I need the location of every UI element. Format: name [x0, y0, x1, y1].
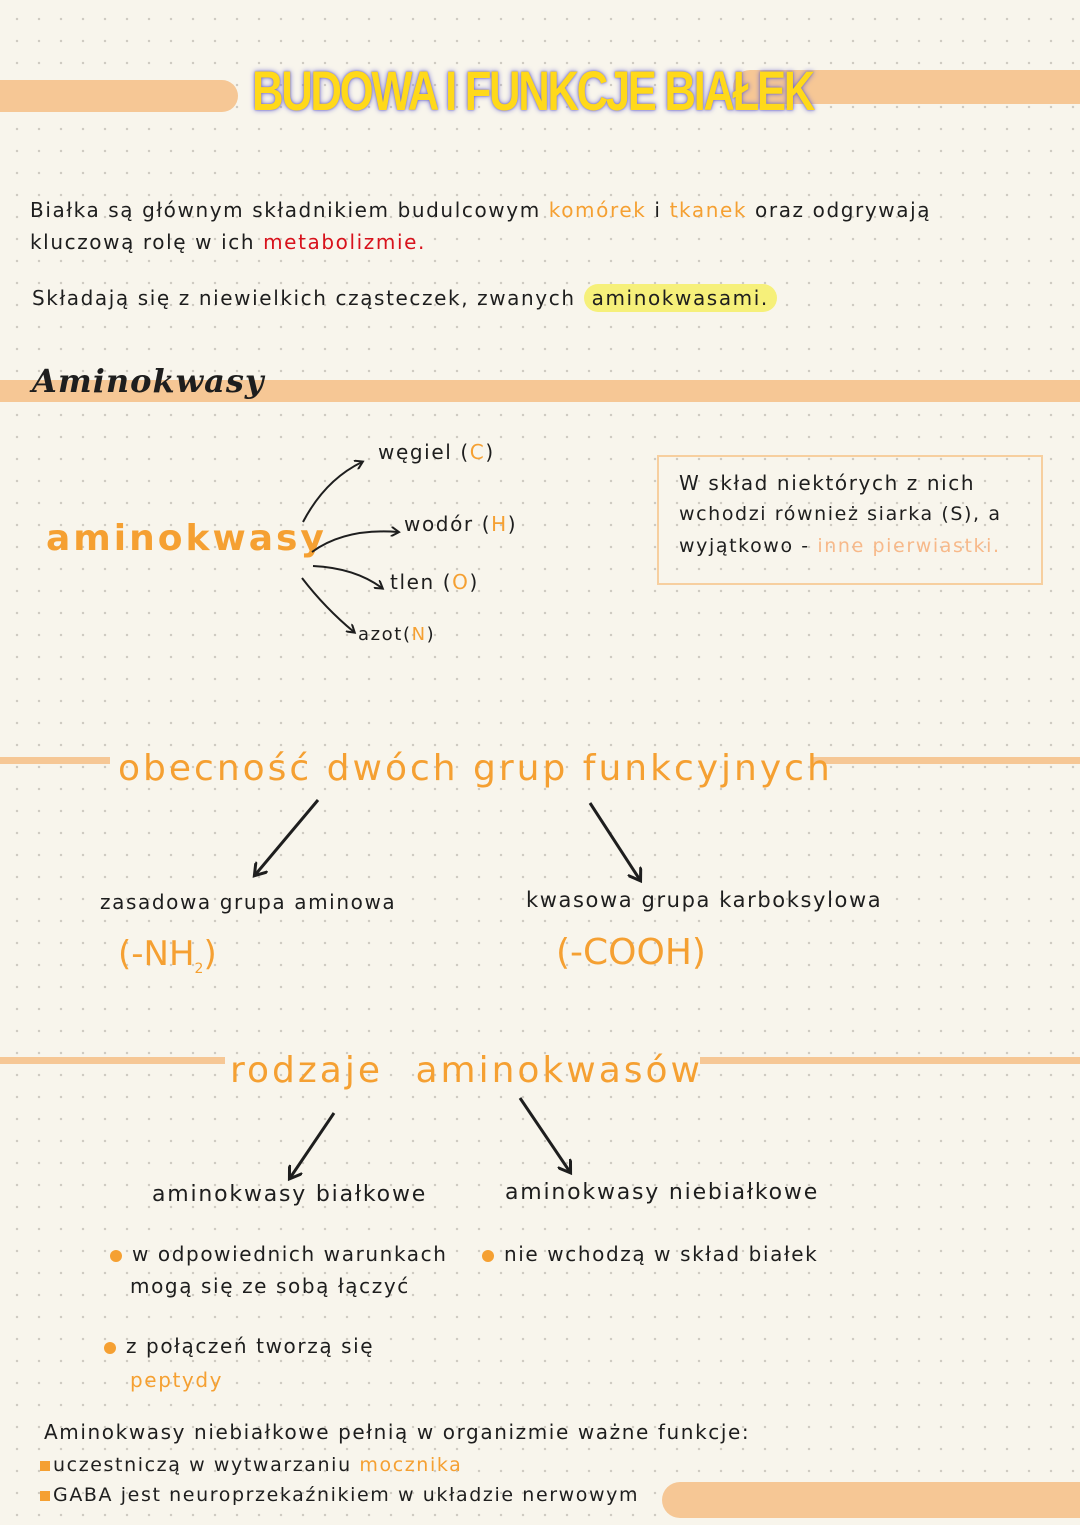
bialkowe-peptydy: peptydy [130, 1368, 224, 1392]
intro-aminokwasami: aminokwasami. [584, 284, 777, 312]
intro-text: Białka są głównym składnikiem budulcowym [30, 198, 541, 222]
aminokwasy-bialkowe-title: aminokwasy białkowe [152, 1182, 428, 1207]
element-symbol: H [491, 512, 508, 536]
footer-item-text: GABA jest neuroprzekaźnikiem w układzie nerwowym [53, 1484, 640, 1506]
note-line-2: wchodzi również siarka (S), a [679, 503, 1002, 525]
formula-close: ) [203, 934, 217, 974]
footer-mocznika: mocznika [359, 1454, 463, 1476]
element-oxygen: tlen (O) [390, 570, 479, 594]
note-line-1: W skład niektórych z nich [679, 471, 976, 495]
intro-oraz: oraz odgrywają [755, 198, 932, 222]
grupa-aminowa-label: zasadowa grupa aminowa [100, 890, 397, 914]
arrow-nitrogen [302, 578, 354, 632]
element-hydrogen: wodór (H) [404, 512, 518, 536]
page-title: BUDOWA I FUNKCJE BIAŁEK [252, 59, 813, 122]
intro-tkanek: tkanek [669, 198, 748, 222]
element-name: wodór [404, 512, 474, 536]
element-nitrogen: azot(N) [358, 624, 436, 645]
intro-and: i [654, 198, 662, 222]
bullet-text: z połączeń tworzą się [126, 1334, 375, 1358]
element-symbol: O [452, 570, 470, 594]
intro-text-2: kluczową rolę w ich [30, 230, 256, 254]
section-heading-grupy: obecność dwóch grup funkcyjnych [118, 748, 833, 789]
element-name: tlen [390, 570, 435, 594]
element-symbol: N [411, 624, 427, 645]
arrow-to-karboksylowa [590, 803, 640, 880]
arrow-to-aminowa [255, 800, 318, 875]
grupa-karboksylowa-formula: (-COOH) [556, 932, 706, 973]
footer-line-1: Aminokwasy niebiałkowe pełnią w organizmie ważne funkcje: [44, 1420, 751, 1444]
element-name: azot [358, 624, 403, 645]
element-symbol: C [469, 440, 486, 464]
element-name: węgiel [378, 440, 453, 464]
aminokwasy-center-label: aminokwasy [46, 518, 327, 559]
intro-metabolizmie: metabolizmie. [263, 230, 427, 254]
aminokwasy-niebialkowe-title: aminokwasy niebiałkowe [505, 1180, 820, 1205]
arrow-to-niebialkowe [520, 1098, 570, 1172]
bullet-text: nie wchodzą w skład białek [504, 1242, 819, 1266]
bialkowe-bullet-1-cont: mogą się ze sobą łączyć [130, 1274, 410, 1298]
element-carbon: węgiel (C) [378, 440, 495, 464]
formula-nh: (-NH [118, 934, 195, 974]
arrow-oxygen [313, 566, 382, 588]
grupa-karboksylowa-label: kwasowa grupa karboksylowa [526, 888, 883, 912]
note-prefix: wyjątkowo - [679, 535, 810, 557]
arrow-to-bialkowe [290, 1113, 334, 1178]
formula-subscript: 2 [194, 960, 204, 977]
intro-text-3: Składają się z niewielkich cząsteczek, zwanych [32, 286, 576, 310]
section-heading-aminokwasy: Aminokwasy [32, 362, 265, 400]
section-heading-rodzaje: rodzaje aminokwasów [230, 1050, 703, 1091]
arrow-hydrogen [312, 531, 398, 552]
footer-item-text: uczestniczą w wytwarzaniu [53, 1454, 352, 1476]
intro-komorek: komórek [548, 198, 647, 222]
arrow-carbon [303, 462, 362, 522]
bullet-text: w odpowiednich warunkach [132, 1242, 448, 1266]
note-highlight: inne pierwiastki. [817, 535, 1001, 557]
